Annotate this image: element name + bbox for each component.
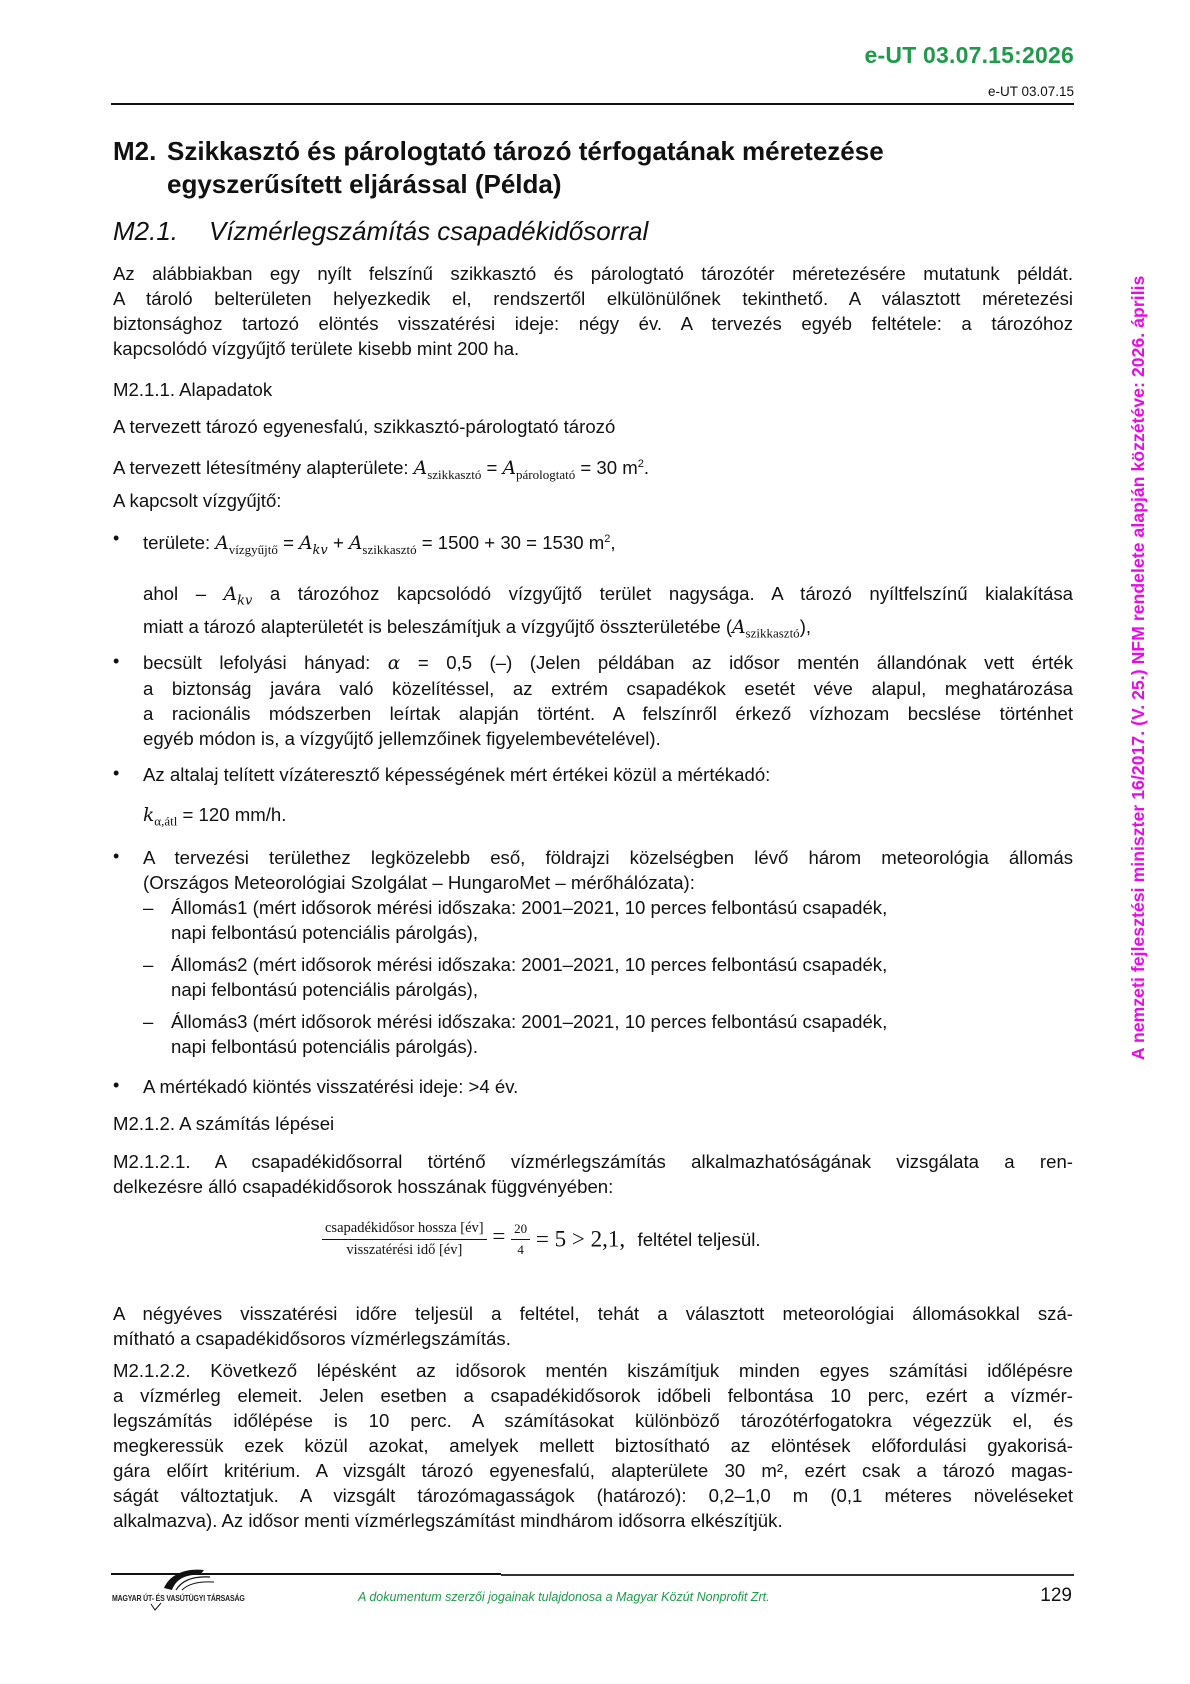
where-text: a tározóhoz kapcsolódó vízgyűjtő terület nagysága. A tározó nyíltfelszínű kialakítása [252,583,1074,604]
formula-note: feltétel teljesül. [637,1229,761,1250]
fraction-numerator: csapadékidősor hossza [év] [322,1220,487,1240]
fraction-values [511,1221,530,1258]
math-symbol-k: k [143,805,155,826]
math-symbol-a: A [215,533,229,555]
equals: = [277,532,300,554]
chapter-title-line2: egyszerűsített eljárással (Példa) [167,169,562,199]
fraction-length-over-return [322,1220,487,1259]
stations-intro-line: A tervezési területhez legközelebb eső, földrajzi közelségben lévő három meteorológia állomás [143,847,1073,868]
base-area-label: A tervezett létesítmény alapterülete: [113,457,414,479]
chapter-number: M2. [113,136,157,166]
period: . [643,457,650,479]
section-title: Vízmérlegszámítás csapadékidősorral [209,216,649,246]
math-symbol-a: A [348,533,363,555]
station-line: napi felbontású potenciális párolgás), [171,922,478,943]
intro-line: biztonsághoz tartozó elöntés visszatérési ideje: négy év. A tervezés egyéb feltétele: a tározóhoz [113,313,1073,334]
fraction-numerator: 20 [511,1221,530,1240]
math-symbol-a: A [299,533,313,555]
society-logo-text: MAGYAR ÚT- ÉS VASÚTÜGYI TÁRSASÁG [112,1593,245,1603]
math-subscript: párologtató [516,466,576,482]
math-symbol-a: A [732,616,746,638]
runoff-label: becsült lefolyási hányad: [143,652,388,673]
water-balance-line: alkalmazva). Az idősor menti vízmérlegszámítást mindhárom idősorra elkészítjük. [113,1510,783,1531]
station-line: napi felbontású potenciális párolgás), [171,979,478,1000]
equals: = [481,457,503,479]
math-symbol-alpha: α [387,653,401,674]
where-text: miatt a tározó alapterületét is beleszámítjuk a vízgyűjtő összterületébe ( [143,615,733,637]
section-number: M2.1. [113,216,179,246]
chapter-title [113,135,884,168]
bullet-icon: • [113,1075,120,1095]
comma: , [610,532,616,554]
runoff-line: egyéb módon is, a vízgyűjtő jellemzőinek figyelembevételével). [143,728,661,749]
applicability-formula [322,1220,761,1259]
math-symbol-a: A [502,458,516,480]
page-number: 129 [1040,1585,1072,1606]
stations-intro-line: (Országos Meteorológiai Szolgálat – HungaroMet – mérőhálózata): [143,872,695,893]
applicability-line: M2.1.2.1. A csapadékidősorral történő vízmérlegszámítás alkalmazhatóságának vizsgálata a ren- [113,1151,1073,1172]
plus: + [327,532,349,554]
stations-intro [143,845,1073,895]
station-line: Állomás1 (mért idősorok mérési időszaka: 2001–2021, 10 perces felbontású csapadék, [171,897,888,918]
chapter-title-line1: Szikkasztó és párologtató tározó térfogatának méretezése [167,136,884,166]
catchment-area-value: = 1500 + 30 = 1530 m [416,532,605,554]
dash-icon: – [143,954,154,975]
math-subscript: α,átl [154,813,178,829]
water-balance-line: gára előírt kritérium. A vizsgált tározó egyenesfalú, alapterülete 30 m², ezért csak a tározó magas- [113,1460,1073,1481]
permeability-value: = 120 mm/h. [177,804,287,825]
section-heading [113,216,649,246]
condition-paragraph [113,1301,1073,1351]
intro-paragraph [113,261,1073,361]
catchment-label: A kapcsolt vízgyűjtő: [113,490,282,511]
water-balance-line: legszámítás időlépése is 10 perc. A számításokat különböző tározótérfogatokra végezzük el, és [113,1410,1073,1431]
superscript: 2 [604,533,611,545]
applicability-paragraph [113,1149,1073,1199]
runoff-line-1 [143,650,1073,676]
permeability-value-line [143,802,286,834]
catchment-area-line [143,527,616,563]
math-subscript: szikkasztó [427,466,482,482]
runoff-line: a biztonság javára való közelítéssel, az extrém csapadékok esetét véve alapul, meghatározása [143,678,1073,699]
dash-icon: – [143,1011,154,1032]
footer-divider [501,1574,1074,1576]
society-logo-icon [160,1566,220,1596]
water-balance-line: a vízmérleg elemeit. Jelen esetben a csapadékidősorok időbeli felbontása 10 perc, ezért a vízmér- [113,1385,1073,1406]
return-period-line: A mértékadó kiöntés visszatérési ideje: >4 év. [143,1076,519,1097]
applicability-line: delkezésre álló csapadékidősorok hosszának függvényében: [113,1176,614,1197]
condition-line: A négyéves visszatérési időre teljesül a feltétel, tehát a választott meteorológiai állomásokkal szá- [113,1303,1073,1324]
station-line: Állomás2 (mért idősorok mérési időszaka: 2001–2021, 10 perces felbontású csapadék, [171,954,888,975]
bullet-icon: • [113,763,120,783]
math-subscript: szikkasztó [362,541,417,557]
runoff-line: a racionális módszerben leírtak alapján történt. A felszínről érkező vízhozam becslése történhet [143,703,1073,724]
intro-line: Az alábbiakban egy nyílt felszínű szikkasztó és párologtató tározótér méretezésére mutatunk példát. [113,263,1073,284]
water-balance-line: M2.1.2.2. Következő lépésként az idősorok mentén kiszámítjuk minden egyes számítási időlépésre [113,1360,1073,1381]
math-subscript: szikkasztó [745,625,800,641]
runoff-coefficient-paragraph [143,650,1073,751]
catchment-where-paragraph [143,581,1073,645]
reservoir-type-line: A tervezett tározó egyenesfalú, szikkasztó-párologtató tározó [113,416,616,437]
dash-icon: – [143,897,154,918]
station-item [171,895,887,945]
where-line-2 [143,614,1073,646]
subsection-heading-alapadatok: M2.1.1. Alapadatok [113,379,273,400]
math-subscript: vízgyűjtő [228,541,278,557]
base-area-value: = 30 m [575,457,638,479]
water-balance-line: megkeressük ezek közül azokat, amelyek mellett biztosítható az elöntések előfordulási gyakorisá- [113,1435,1073,1456]
catchment-area-label: területe: [143,532,216,554]
header-divider [111,103,1074,105]
subsection-heading-steps: M2.1.2. A számítás lépései [113,1113,335,1134]
equals: = [486,1223,512,1249]
bullet-icon: • [113,528,120,548]
formula-result: = 5 > 2,1, [530,1226,626,1252]
station-item [171,1009,887,1059]
math-symbol-a: A [223,584,238,605]
logo-check-icon [150,1602,162,1612]
base-area-line [113,452,649,487]
fraction-denominator: visszatérési idő [év] [346,1242,463,1258]
permeability-line: Az altalaj telített vízáteresztő képességének mért értékei közül a mértékadó: [143,764,771,785]
intro-line: A tároló belterületen helyezkedik el, rendszertől elkülönülőnek tekinthető. A választott méretezési [113,288,1073,309]
station-line: napi felbontású potenciális párolgás). [171,1036,478,1057]
document-code: e-UT 03.07.15:2026 [864,42,1074,68]
where-line-1 [143,581,1073,614]
water-balance-paragraph [113,1358,1073,1533]
math-subscript: kv [312,542,328,558]
where-prefix: ahol – [143,583,224,604]
bullet-icon: • [113,651,120,671]
publication-side-note: A nemzeti fejlesztési miniszter 16/2017. (V. 25.) NFM rendelete alapján közzétéve: 2026. április [1128,275,1148,1060]
bullet-icon: • [113,846,120,866]
math-subscript: kv [237,593,253,609]
math-symbol-a: A [413,458,428,480]
condition-line: mítható a csapadékidősoros vízmérlegszámítás. [113,1328,511,1349]
where-text-end: ), [799,615,812,637]
superscript: 2 [637,458,644,470]
intro-line: kapcsolódó vízgyűjtő területe kisebb mint 200 ha. [113,338,520,359]
copyright-notice: A dokumentum szerzői jogainak tulajdonosa a Magyar Közút Nonprofit Zrt. [358,1590,770,1604]
water-balance-line: ságát változtatjuk. A vizsgált tározómagasságok (határozó): 0,2–1,0 m (0,1 méteres növeléseket [113,1485,1073,1506]
document-subcode: e-UT 03.07.15 [987,84,1074,99]
runoff-text: = 0,5 (–) (Jelen példában az idősor mentén állandónak vett érték [400,652,1073,673]
station-item [171,952,887,1002]
fraction-denominator: 4 [517,1242,524,1257]
station-line: Állomás3 (mért idősorok mérési időszaka: 2001–2021, 10 perces felbontású csapadék, [171,1011,888,1032]
